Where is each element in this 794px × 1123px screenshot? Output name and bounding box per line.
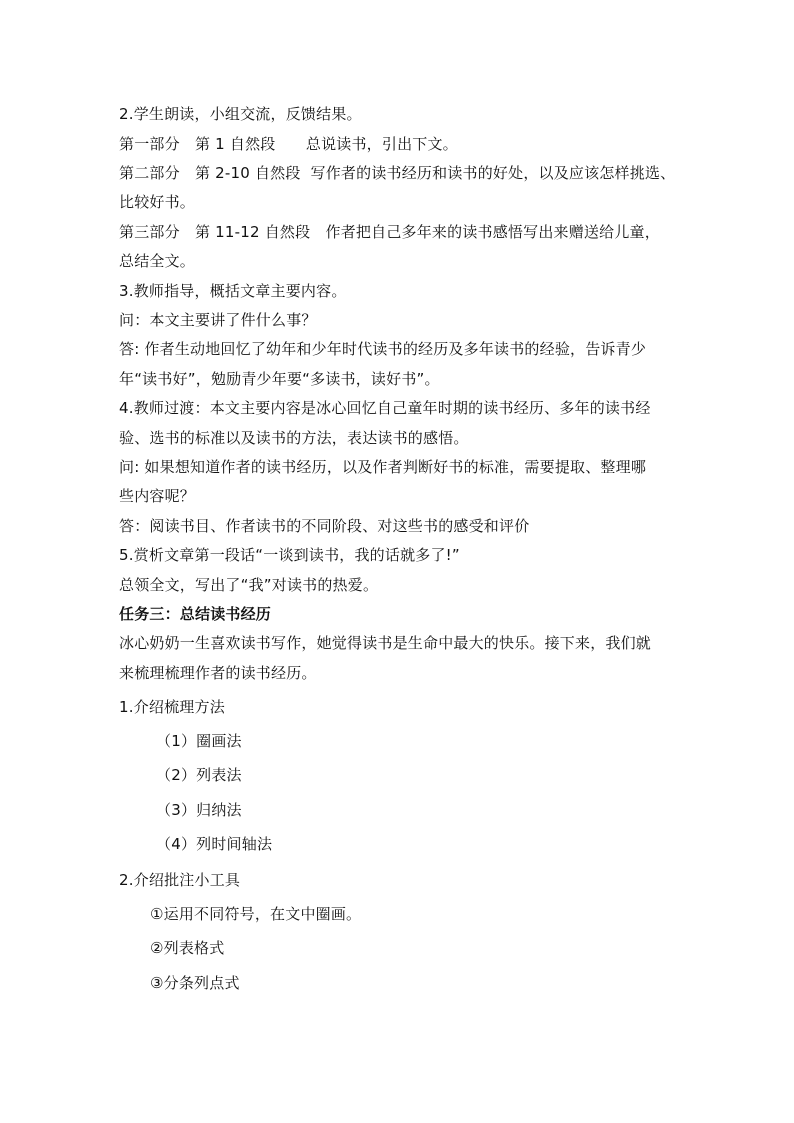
paragraph-line: 总领全文，写出了“我”对读书的热爱。 xyxy=(119,576,379,594)
method-item: （1）圈画法 xyxy=(156,732,242,750)
answer-line: 答：阅读书目、作者读书的不同阶段、对这些书的感受和评价 xyxy=(119,517,530,535)
paragraph-line: 第一部分 第 1 自然段 总说读书，引出下文。 xyxy=(119,135,458,153)
answer-line: 答: 作者生动地回忆了幼年和少年时代读书的经历及多年读书的经验，告诉青少 xyxy=(119,340,647,358)
question-line: 些内容呢？ xyxy=(119,487,196,505)
answer-line: 年“读书好”，勉励青少年要“多读书，读好书”。 xyxy=(119,370,440,388)
method-item: （4）列时间轴法 xyxy=(156,835,273,853)
paragraph-line: 4.教师过渡：本文主要内容是冰心回忆自己童年时期的读书经历、多年的读书经 xyxy=(119,399,651,417)
method-item: （3）归纳法 xyxy=(156,801,242,819)
tool-item: ②列表格式 xyxy=(150,939,225,957)
tool-item: ①运用不同符号，在文中圈画。 xyxy=(150,905,362,923)
methods-title: 1.介绍梳理方法 xyxy=(119,698,225,716)
paragraph-line: 比较好书。 xyxy=(119,193,196,211)
tools-title: 2.介绍批注小工具 xyxy=(119,871,241,889)
paragraph-line: 验、选书的标准以及读书的方法，表达读书的感悟。 xyxy=(119,429,469,447)
question-line: 问：本文主要讲了件什么事？ xyxy=(119,311,317,329)
paragraph-line: 3.教师指导，概括文章主要内容。 xyxy=(119,282,347,300)
paragraph-line: 5.赏析文章第一段话“一谈到读书，我的话就多了!” xyxy=(119,546,460,564)
paragraph-line: 第三部分 第 11-12 自然段 作者把自己多年来的读书感悟写出来赠送给儿童， xyxy=(119,223,660,241)
method-item: （2）列表法 xyxy=(156,766,242,784)
paragraph-line: 第二部分 第 2-10 自然段 写作者的读书经历和读书的好处，以及应该怎样挑选、 xyxy=(119,164,676,182)
question-line: 问: 如果想知道作者的读书经历，以及作者判断好书的标准，需要提取、整理哪 xyxy=(119,458,647,476)
paragraph-line: 2.学生朗读，小组交流，反馈结果。 xyxy=(119,105,362,123)
tool-item: ③分条列点式 xyxy=(150,974,240,992)
section-heading: 任务三：总结读书经历 xyxy=(119,605,272,623)
intro-line: 冰心奶奶一生喜欢读书写作，她觉得读书是生命中最大的快乐。接下来，我们就 xyxy=(119,634,652,652)
paragraph-line: 总结全文。 xyxy=(119,252,196,270)
intro-line: 来梳理梳理作者的读书经历。 xyxy=(119,664,317,682)
